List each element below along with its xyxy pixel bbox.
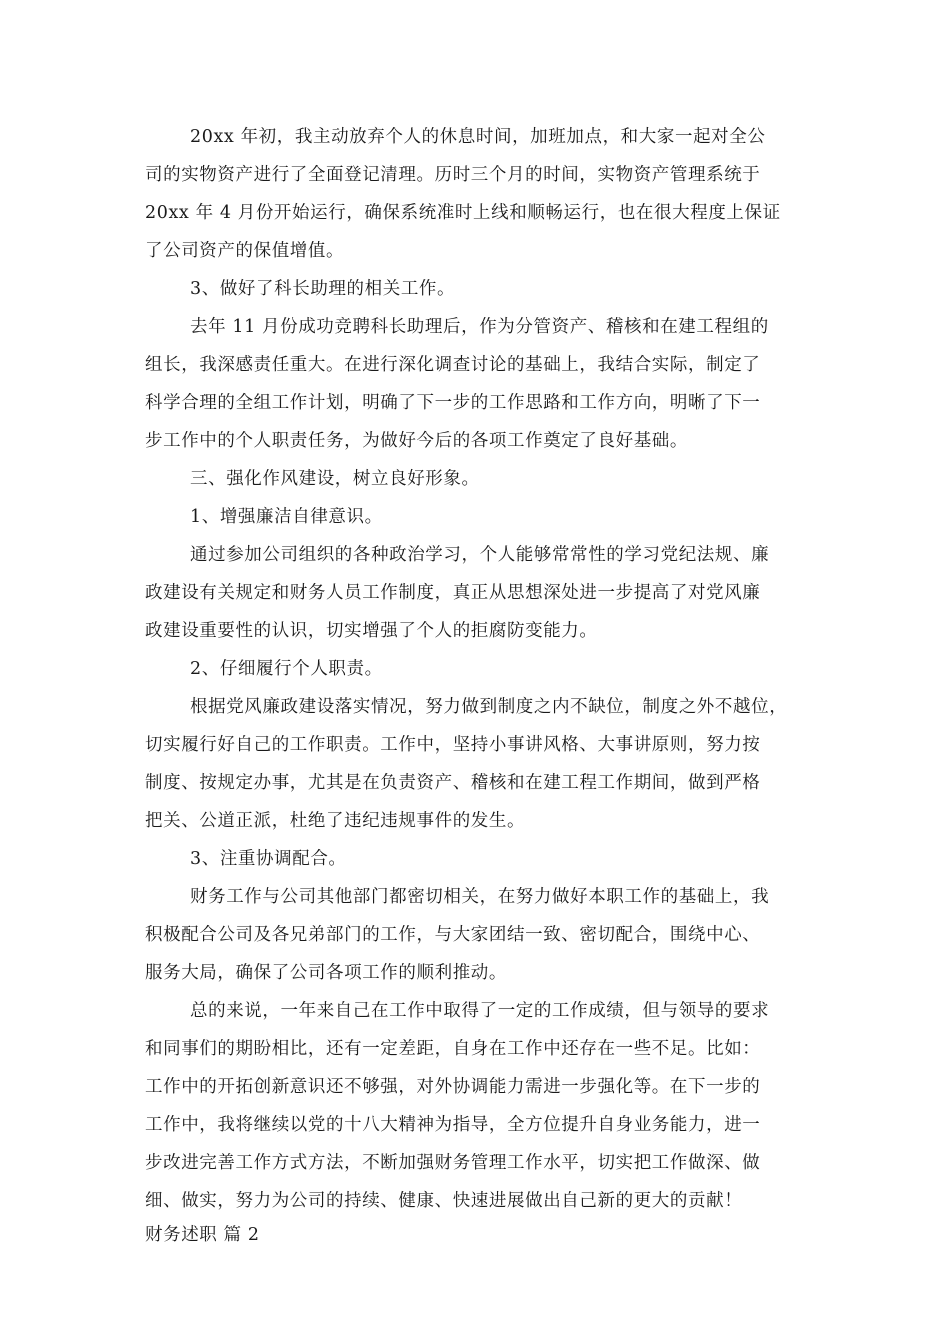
paragraph-line: 政建设有关规定和财务人员工作制度，真正从思想深处进一步提高了对党风廉 bbox=[145, 583, 761, 603]
section-heading: 1、增强廉洁自律意识。 bbox=[190, 507, 383, 527]
paragraph-line: 财务工作与公司其他部门都密切相关，在努力做好本职工作的基础上，我 bbox=[190, 887, 770, 907]
paragraph-line: 细、做实，努力为公司的持续、健康、快速进展做出自己新的更大的贡献！ bbox=[145, 1191, 743, 1211]
article-title: 财务述职 篇 2 bbox=[145, 1225, 260, 1245]
section-heading: 三、强化作风建设，树立良好形象。 bbox=[190, 469, 480, 489]
paragraph-line: 积极配合公司及各兄弟部门的工作，与大家团结一致、密切配合，围绕中心、 bbox=[145, 925, 761, 945]
paragraph-line: 切实履行好自己的工作职责。工作中，坚持小事讲风格、大事讲原则，努力按 bbox=[145, 735, 761, 755]
paragraph-line: 通过参加公司组织的各种政治学习，个人能够常常性的学习党纪法规、廉 bbox=[190, 545, 770, 565]
paragraph-line: 步改进完善工作方式方法，不断加强财务管理工作水平，切实把工作做深、做 bbox=[145, 1153, 761, 1173]
paragraph-line: 总的来说，一年来自己在工作中取得了一定的工作成绩，但与领导的要求 bbox=[190, 1001, 770, 1021]
paragraph-line: 工作中的开拓创新意识还不够强，对外协调能力需进一步强化等。在下一步的 bbox=[145, 1077, 761, 1097]
paragraph-line: 20xx 年初，我主动放弃个人的休息时间，加班加点，和大家一起对全公 bbox=[190, 127, 766, 147]
section-heading: 3、注重协调配合。 bbox=[190, 849, 347, 869]
paragraph-line: 20xx 年 4 月份开始运行，确保系统准时上线和顺畅运行，也在很大程度上保证 bbox=[145, 203, 781, 223]
paragraph-line: 科学合理的全组工作计划，明确了下一步的工作思路和工作方向，明晰了下一 bbox=[145, 393, 761, 413]
paragraph-line: 服务大局，确保了公司各项工作的顺利推动。 bbox=[145, 963, 507, 983]
paragraph-line: 政建设重要性的认识，切实增强了个人的拒腐防变能力。 bbox=[145, 621, 598, 641]
paragraph-line: 工作中，我将继续以党的十八大精神为指导，全方位提升自身业务能力，进一 bbox=[145, 1115, 761, 1135]
paragraph-line: 把关、公道正派，杜绝了违纪违规事件的发生。 bbox=[145, 811, 526, 831]
paragraph-line: 步工作中的个人职责任务，为做好今后的各项工作奠定了良好基础。 bbox=[145, 431, 688, 451]
paragraph-line: 制度、按规定办事，尤其是在负责资产、稽核和在建工程工作期间，做到严格 bbox=[145, 773, 761, 793]
document-body bbox=[145, 118, 825, 1250]
paragraph-line: 司的实物资产进行了全面登记清理。历时三个月的时间，实物资产管理系统于 bbox=[145, 165, 761, 185]
section-heading: 2、仔细履行个人职责。 bbox=[190, 659, 383, 679]
paragraph-line: 和同事们的期盼相比，还有一定差距，自身在工作中还存在一些不足。比如： bbox=[145, 1039, 761, 1059]
paragraph-line: 根据党风廉政建设落实情况，努力做到制度之内不缺位，制度之外不越位， bbox=[190, 697, 788, 717]
paragraph-line: 去年 11 月份成功竞聘科长助理后，作为分管资产、稽核和在建工程组的 bbox=[190, 317, 769, 337]
paragraph-line: 了公司资产的保值增值。 bbox=[145, 241, 345, 261]
paragraph-line: 组长，我深感责任重大。在进行深化调查讨论的基础上，我结合实际，制定了 bbox=[145, 355, 761, 375]
section-heading: 3、做好了科长助理的相关工作。 bbox=[190, 279, 456, 299]
